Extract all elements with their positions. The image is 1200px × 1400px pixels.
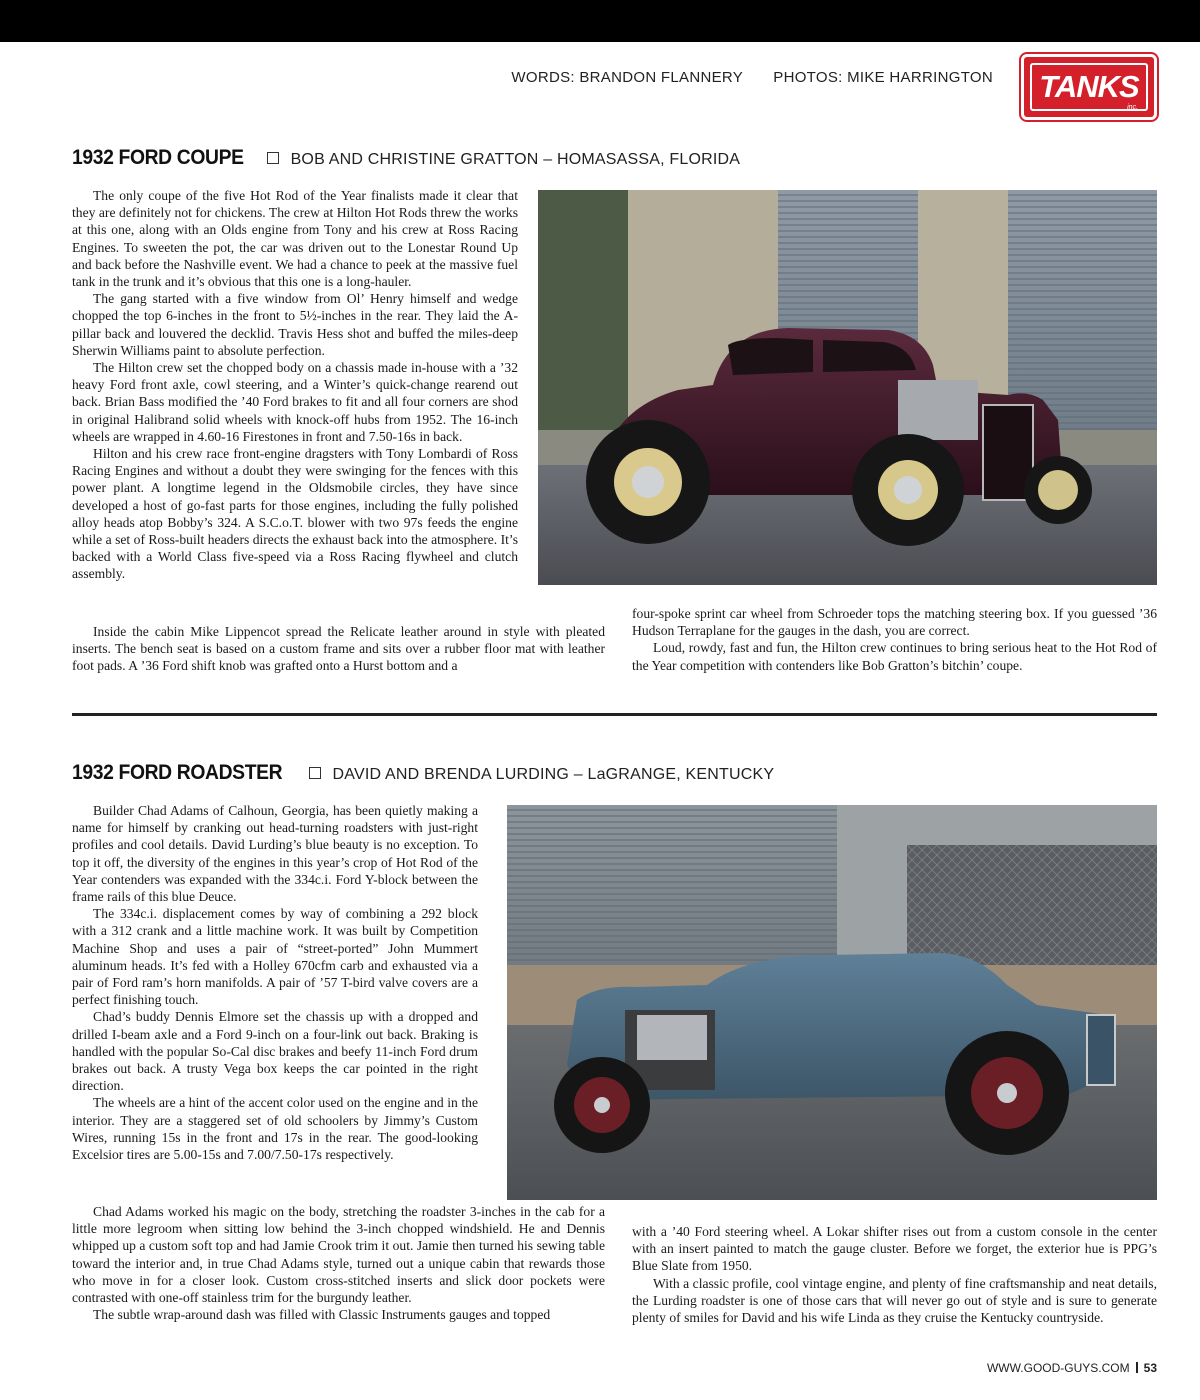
words-credit: WORDS: BRANDON FLANNERY bbox=[511, 69, 743, 86]
paragraph: Loud, rowdy, fast and fun, the Hilton crew continues to bring serious heat to the Hot Rod of the Year competition with contenders like Bob Gratton’s bitchin’ coupe. bbox=[632, 640, 1157, 673]
logo-text: TANKS bbox=[1039, 69, 1139, 104]
photos-credit: PHOTOS: MIKE HARRINGTON bbox=[773, 69, 993, 86]
roadster-text-column-right bbox=[632, 1223, 1157, 1326]
paragraph: The only coupe of the five Hot Rod of the Year finalists made it clear that they are definitely not for chickens. The crew at Hilton Hot Rods threw the works at this one, along with an Olds engine from Tony and his crew at Ross Racing Engines. To sweeten the pot, the car was driven out to the Lonestar Round Up and back before the Nashville event. We had a chance to peek at the massive fuel tank in the trunk and it’s obvious that this one is a long-hauler. bbox=[72, 188, 518, 290]
bullet-box-icon bbox=[309, 767, 321, 779]
paragraph: Inside the cabin Mike Lippencot spread the Relicate leather around in style with pleated inserts. The bench seat is based on a custom frame and sits over a rubber floor mat with leather foot pads. A ’36 Ford shift knob was grafted onto a Hurst bottom and a bbox=[72, 624, 605, 674]
paragraph: Chad’s buddy Dennis Elmore set the chassis up with a dropped and drilled I-beam axle and a Ford 9-inch on a four-link out back. Braking is handled with the popular So-Cal disc brakes and beefy 11-inch Ford drum brakes out back. A trusty Vega box keeps the car pointed in the right direction. bbox=[72, 1009, 478, 1094]
paragraph: The Hilton crew set the chopped body on a chassis made in-house with a ’32 heavy Ford front axle, cowl steering, and a Winter’s quick-change rearend out back. Brian Bass modified the ’40 Ford brakes to fit and all four corners are shod in original Halibrand solid wheels with knock-off hubs from 1952. The 16-inch wheels are wrapped in 4.60-16 Firestones in front and 7.50-16s in back. bbox=[72, 360, 518, 444]
paragraph: Builder Chad Adams of Calhoun, Georgia, has been quietly making a name for himself by cranking out head-turning roadsters with just-right profiles and cool details. David Lurding’s blue beauty is no exception. To top it off, the diversity of the engines in this year’s crop of Hot Rod of the Year contenders was expanded with the 334c.i. Ford Y-block between the frame rails of this blue Deuce. bbox=[72, 803, 478, 905]
paragraph: four-spoke sprint car wheel from Schroeder tops the matching steering box. If you guessed ’36 Hudson Terraplane for the gauges in the dash, you are correct. bbox=[632, 606, 1157, 639]
section-model-title: 1932 FORD COUPE bbox=[72, 146, 244, 169]
paragraph: with a ’40 Ford steering wheel. A Lokar shifter rises out from a custom console in the center with an insert painted to match the gauge cluster. Before we forget, the exterior hue is PPG’s Blue Slate from 1950. bbox=[632, 1224, 1157, 1274]
section-heading-roadster bbox=[72, 761, 774, 785]
section-owner: BOB AND CHRISTINE GRATTON – HOMASASSA, FLORIDA bbox=[290, 151, 741, 168]
paragraph: The wheels are a hint of the accent color used on the engine and in the interior. They are a staggered set of old schoolers by Jimmy’s Custom Wires, running 15s in the front and 17s in the rear. The good-looking Excelsior tires are 5.00-15s and 7.00/7.50-17s respectively. bbox=[72, 1095, 478, 1163]
roadster-text-wide bbox=[72, 1203, 605, 1323]
coupe-text-column-right bbox=[632, 605, 1157, 674]
paragraph: The 334c.i. displacement comes by way of combining a 292 block with a 312 crank and a little machine work. It was built by Competition Machine Shop and uses a pair of “street-ported” John Mummert aluminum heads. It’s fed with a Holley 670cfm carb and exhausted via a pair of Ford ram’s horn manifolds. A pair of ’57 T-bird valve covers are a perfect finishing touch. bbox=[72, 906, 478, 1008]
section-divider bbox=[72, 713, 1157, 716]
paragraph: With a classic profile, cool vintage engine, and plenty of fine craftsmanship and neat details, the Lurding roadster is one of those cars that will never go out of style and is sure to generate plenty of smiles for David and his wife Linda as they cruise the Kentucky countryside. bbox=[632, 1275, 1157, 1326]
paragraph: Chad Adams worked his magic on the body, stretching the roadster 3-inches in the cab for a little more legroom when sitting low behind the 3-inch chopped windshield. He and Dennis whipped up a custom soft top and had Jamie Crook trim it out. Jamie then turned his sewing table toward the interior and, in true Chad Adams style, turned out a unique cabin that rewards those who move in for a closer look. Custom cross-stitched inserts and slick door pockets were contrasted with one-off stainless trim for the burgundy leather. bbox=[72, 1204, 605, 1306]
paragraph: The subtle wrap-around dash was filled with Classic Instruments gauges and topped bbox=[93, 1307, 551, 1323]
bullet-box-icon bbox=[267, 152, 279, 164]
section-heading-coupe bbox=[72, 146, 740, 170]
credits bbox=[485, 69, 993, 86]
coupe-text-column-left bbox=[72, 187, 518, 583]
tanks-logo bbox=[1021, 54, 1157, 120]
roadster-photo bbox=[507, 805, 1157, 1200]
logo-sub: inc. bbox=[1127, 104, 1138, 111]
roadster-text-column-left bbox=[72, 802, 478, 1163]
page-footer bbox=[987, 1361, 1157, 1375]
section-owner: DAVID AND BRENDA LURDING – LaGRANGE, KENTUCKY bbox=[332, 766, 775, 783]
paragraph: The gang started with a five window from Ol’ Henry himself and wedge chopped the top 6-inches in the front to 5½-inches in the rear. They laid the A-pillar back and louvered the decklid. Travis Hess shot and buffed the miles-deep Sherwin Williams paint to absolute perfection. bbox=[72, 291, 518, 358]
section-model-title: 1932 FORD ROADSTER bbox=[72, 761, 283, 784]
paragraph: Hilton and his crew race front-engine dragsters with Tony Lombardi of Ross Racing Engines and without a doubt they were swinging for the fences with this power plant. A longtime legend in the Oldsmobile circles, they have since developed a host of go-fast parts for those engines, including the fully polished alloy heads atop Bobby’s 324. A S.C.o.T. blower with two 97s feeds the engine while a set of Ross-built headers directs the exhaust back into the atmosphere. It’s backed with a World Class five-speed via a Ross Racing flywheel and clutch assembly. bbox=[72, 446, 518, 582]
divider-bar bbox=[1136, 1362, 1138, 1373]
coupe-photo bbox=[538, 190, 1157, 585]
coupe-text-wide bbox=[72, 623, 605, 675]
top-black-bar bbox=[0, 0, 1200, 42]
website-url: WWW.GOOD-GUYS.COM bbox=[986, 1361, 1130, 1375]
page-number: 53 bbox=[1143, 1361, 1157, 1375]
